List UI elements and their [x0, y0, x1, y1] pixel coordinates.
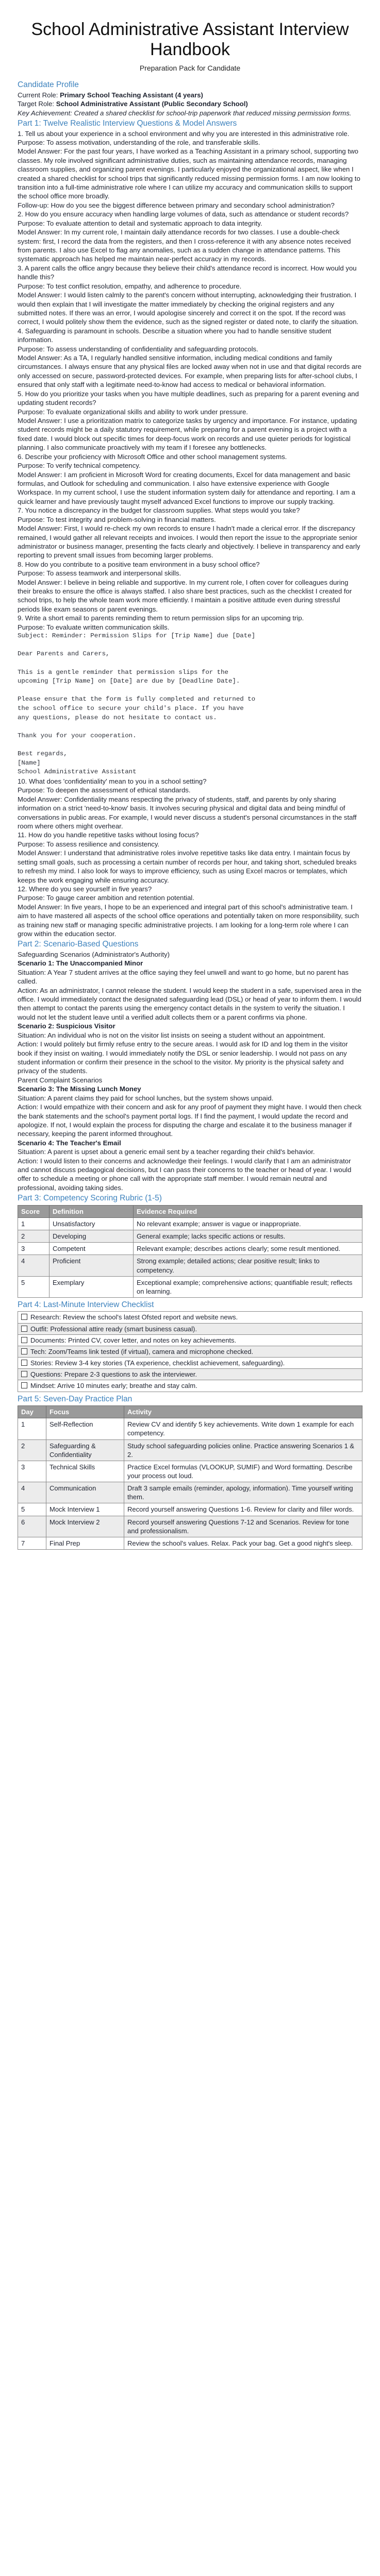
part3-header: Part 3: Competency Scoring Rubric (1-5): [18, 1194, 162, 1203]
scenario1-situation: [18, 968, 362, 986]
rubric-definition: Developing: [49, 1230, 134, 1243]
plan-activity: Draft 3 sample emails (reminder, apology, information). Time yourself writing them.: [124, 1482, 362, 1503]
part4-header: Part 4: Last-Minute Interview Checklist: [18, 1300, 154, 1310]
scenario2-situation-text: An individual who is not on the visitor list insists on seeing a student without an appointment.: [47, 1031, 325, 1039]
answer-label: Model Answer:: [18, 417, 62, 425]
checklist-item[interactable]: [18, 1380, 362, 1392]
practice-plan-table: [18, 1405, 362, 1550]
q9-question: 9. Write a short email to parents reminding them to return permission slips for an upcoming trip.: [18, 614, 304, 622]
plan-day: 7: [18, 1537, 46, 1549]
page-title: School Administrative Assistant Interview Handbook: [31, 20, 349, 60]
plan-activity: Study school safeguarding policies online. Practice answering Scenarios 1 & 2.: [124, 1439, 362, 1461]
answer-label: Model Answer:: [18, 228, 62, 236]
q2-answer: [18, 228, 362, 264]
plan-focus: Self-Reflection: [46, 1418, 124, 1439]
q10-question: 10. What does 'confidentiality' mean to you in a school setting?: [18, 777, 207, 785]
q7-purpose: [18, 515, 362, 524]
plan-activity: Practice Excel formulas (VLOOKUP, SUMIF) and Word formatting. Describe your process out loud.: [124, 1461, 362, 1482]
target-role-value: School Administrative Assistant (Public Secondary School): [56, 100, 248, 108]
checklist-label: Outfit:: [30, 1325, 48, 1333]
checklist-text: Printed CV, cover letter, and notes on key achievements.: [68, 1336, 237, 1344]
q3-purpose-text: To test conflict resolution, empathy, and adherence to procedure.: [46, 282, 242, 290]
key-achievement-label: Key Achievement:: [18, 109, 72, 117]
q6-answer: [18, 470, 362, 506]
scenario4-action-text: I would listen to their concerns and acknowledge their feelings. I would clarify that I am an administrator and cannot discuss pedagogical decisions, but I can pass their concerns to the teacher or head of year. I would offer to schedule a meeting or phone call with the appropriate staff member. I would remain neutral and professional, avoiding taking sides.: [18, 1157, 352, 1192]
q12-purpose-text: To gauge career ambition and retention potential.: [46, 894, 194, 902]
plan-focus: Communication: [46, 1482, 124, 1503]
q5-answer: [18, 416, 362, 452]
q6-purpose: [18, 461, 362, 470]
q3-answer-text: I would listen calmly to the parent's concern without interrupting, acknowledging their frustration. I would then explain that I will investigate the matter immediately by checking the original registers and any submitted notes. If there was an error, I would apologise sincerely and correct it on the spot. If the record was correct, I would politely show them the evidence, such as the signed register or dated note, to clarify the situation.: [18, 291, 359, 326]
checklist-text: Review the school's latest Ofsted report and website news.: [62, 1313, 238, 1321]
action-label: Action:: [18, 1040, 39, 1048]
answer-label: Model Answer:: [18, 795, 62, 803]
table-row: [18, 1230, 362, 1243]
action-label: Action:: [18, 986, 39, 994]
q12-question: 12. Where do you see yourself in five years?: [18, 885, 152, 893]
part5-header: Part 5: Seven-Day Practice Plan: [18, 1394, 133, 1403]
checklist-item[interactable]: [18, 1323, 362, 1334]
interview-checklist: [18, 1311, 362, 1392]
scenario3-title: Scenario 3: The Missing Lunch Money: [18, 1085, 141, 1093]
checklist-item[interactable]: [18, 1358, 362, 1369]
answer-label: Model Answer:: [18, 849, 62, 857]
candidate-profile-header: Candidate Profile: [18, 80, 79, 90]
plan-col-focus: Focus: [46, 1406, 124, 1418]
q10-purpose: [18, 786, 362, 794]
rubric-col-evidence: Evidence Required: [134, 1205, 362, 1217]
q3-answer: [18, 291, 362, 327]
table-row: [18, 1276, 362, 1297]
q10-purpose-text: To deepen the assessment of ethical standards.: [46, 786, 191, 794]
checkbox[interactable]: [21, 1371, 27, 1377]
checklist-text: Prepare 2-3 questions to ask the interviewer.: [64, 1370, 197, 1379]
rubric-col-definition: Definition: [49, 1205, 134, 1217]
checkbox[interactable]: [21, 1348, 27, 1354]
checklist-item[interactable]: [18, 1312, 362, 1323]
part2-header: Part 2: Scenario-Based Questions: [18, 940, 139, 949]
q8-answer-text: I believe in being reliable and supportive. In my current role, I often cover for colleagues during their breaks to ensure the office is always staffed. I also share best practices, such as the checklist I created for school trips, to help the whole team work more efficiently. I maintain a positive attitude even during stressful periods like exam seasons or parent evenings.: [18, 578, 352, 613]
scenario4-action: [18, 1157, 362, 1193]
q4-question: 4. Safeguarding is paramount in schools. Describe a situation where you had to handle sensitive student information.: [18, 327, 332, 344]
checkbox[interactable]: [21, 1382, 27, 1388]
q4-purpose: [18, 345, 362, 353]
q3-purpose: [18, 282, 362, 291]
q4-answer-text: As a TA, I regularly handled sensitive information, including medical conditions and family circumstances. I always ensure that any physical files are locked away when not in use and that digital records are only accessed on secure, password-protected devices. For example, when preparing lists for after-school clubs, I ensured that only staff with a legitimate need-to-know had access to medical or behavioral information.: [18, 354, 362, 389]
scenario3-action: [18, 1103, 362, 1139]
purpose-label: Purpose:: [18, 219, 45, 227]
action-label: Action:: [18, 1157, 39, 1165]
purpose-label: Purpose:: [18, 282, 45, 290]
scenario1-title: Scenario 1: The Unaccompanied Minor: [18, 959, 143, 968]
plan-focus: Mock Interview 1: [46, 1503, 124, 1516]
answer-label: Model Answer:: [18, 470, 62, 479]
purpose-label: Purpose:: [18, 840, 45, 848]
q7-question: 7. You notice a discrepancy in the budget for classroom supplies. What steps would you take?: [18, 506, 300, 515]
rubric-evidence: Exceptional example; comprehensive actions; quantifiable result; reflects on learning.: [134, 1276, 362, 1297]
q6-purpose-text: To verify technical competency.: [46, 462, 141, 470]
plan-col-activity: Activity: [124, 1406, 362, 1418]
answer-label: Model Answer:: [18, 147, 62, 156]
purpose-label: Purpose:: [18, 515, 45, 523]
checklist-text: Arrive 10 minutes early; breathe and stay calm.: [57, 1382, 197, 1390]
rubric-score: 5: [18, 1276, 49, 1297]
part1-header: Part 1: Twelve Realistic Interview Questions & Model Answers: [18, 119, 237, 128]
q4-purpose-text: To assess understanding of confidentiality and safeguarding protocols.: [46, 345, 258, 353]
rubric-score: 1: [18, 1217, 49, 1230]
q9-purpose: [18, 623, 362, 632]
q8-question: 8. How do you contribute to a positive team environment in a busy school office?: [18, 560, 260, 568]
rubric-evidence: Relevant example; describes actions clearly; some result mentioned.: [134, 1243, 362, 1255]
q11-answer-text: I understand that administrative roles involve repetitive tasks like data entry. I maintain focus by setting small goals, such as processing a certain number of records per hour, and taking short, scheduled breaks to refresh my mind. I also look for ways to improve efficiency, such as using Excel macros or templates, which keeps the work engaging while ensuring accuracy.: [18, 849, 357, 884]
q5-answer-text: I use a prioritization matrix to categorize tasks by urgency and importance. For instance, updating student records might be a daily statutory requirement, while preparing for a parent evening is a project with a fixed date. I would block out specific times for deep-focus work on records and use quieter periods for logistical planning. I also communicate proactively with my team if I foresee any bottlenecks.: [18, 417, 357, 452]
q11-purpose: [18, 840, 362, 849]
plan-day: 1: [18, 1418, 46, 1439]
q9-email-sample: Subject: Reminder: Permission Slips for [Trip Name] due [Date] Dear Parents and Carers, This is a gentle reminder that permission slips for the upcoming [Trip Name] on [Date] are due by [Deadline Date]. Please ensure that the form is fully completed and returned to the school office to secure your child's place. If you have any questions, please do not hesitate to contact us. Thank you for your cooperation. Best regards, [Name] School Administrative Assistant: [18, 632, 256, 776]
rubric-score: 2: [18, 1230, 49, 1243]
situation-label: Situation:: [18, 1031, 46, 1039]
q8-answer: [18, 578, 362, 614]
plan-activity: Review CV and identify 5 key achievements. Write down 1 example for each competency.: [124, 1418, 362, 1439]
q2-purpose: [18, 219, 362, 228]
action-label: Action:: [18, 1103, 39, 1111]
plan-focus: Technical Skills: [46, 1461, 124, 1482]
plan-focus: Final Prep: [46, 1537, 124, 1549]
current-role-value: Primary School Teaching Assistant (4 years): [60, 91, 203, 99]
checkbox[interactable]: [21, 1337, 27, 1343]
answer-label: Model Answer:: [18, 524, 62, 533]
q1-purpose: [18, 138, 362, 147]
answer-label: Model Answer:: [18, 354, 62, 362]
plan-focus: Mock Interview 2: [46, 1516, 124, 1537]
scenario1-action-text: As an administrator, I cannot release the student. I would keep the student in a safe, supervised area in the office. I would immediately contact the designated safeguarding lead (DSL) or head of year to inform them. I would then attempt to contact the parents using the emergency contact details in the system to verify the situation. I would not let the student leave until a verified adult collects them or a parent confirms via phone.: [18, 986, 362, 1021]
scenario2-title: Scenario 2: Suspicious Visitor: [18, 1022, 115, 1030]
table-row: [18, 1461, 362, 1482]
rubric-score: 3: [18, 1243, 49, 1255]
purpose-label: Purpose:: [18, 345, 45, 353]
answer-label: Model Answer:: [18, 903, 62, 911]
table-row: [18, 1243, 362, 1255]
page-subtitle: Preparation Pack for Candidate: [139, 63, 241, 72]
scenario4-title: Scenario 4: The Teacher's Email: [18, 1139, 121, 1147]
plan-day: 2: [18, 1439, 46, 1461]
rubric-table: [18, 1205, 362, 1298]
checklist-item[interactable]: [18, 1346, 362, 1357]
checklist-label: Research:: [30, 1313, 61, 1321]
scenario3-situation-text: A parent claims they paid for school lunches, but the system shows unpaid.: [47, 1094, 274, 1102]
q11-answer: [18, 849, 362, 885]
checklist-label: Mindset:: [30, 1382, 56, 1390]
table-row: [18, 1482, 362, 1503]
q9-purpose-text: To evaluate written communication skills.: [46, 623, 170, 631]
q6-question: 6. Describe your proficiency with Microsoft Office and other school management systems.: [18, 452, 287, 461]
table-row: [18, 1217, 362, 1230]
checklist-label: Questions:: [30, 1370, 63, 1379]
plan-day: 6: [18, 1516, 46, 1537]
checklist-text: Professional attire ready (smart business casual).: [50, 1325, 197, 1333]
parent-complaint-category: Parent Complaint Scenarios: [18, 1076, 103, 1084]
scenario4-situation: [18, 1147, 362, 1156]
situation-label: Situation:: [18, 968, 46, 976]
q12-purpose: [18, 893, 362, 902]
table-row: [18, 1537, 362, 1549]
checklist-label: Tech:: [30, 1347, 47, 1355]
scenario3-action-text: I would empathize with their concern and ask for any proof of payment they might have. I would then check the bank statements and the school's payment portal logs. If I find the payment, I would update the record and apologize. If not, I would explain the process for disputing the charge and escalate it to the business manager if necessary, keeping the parent informed throughout.: [18, 1103, 362, 1138]
q5-question: 5. How do you prioritize your tasks when you have multiple deadlines, such as preparing for a parent evening and updating student records?: [18, 389, 359, 407]
plan-header-row: [18, 1406, 362, 1418]
rubric-definition: Competent: [49, 1243, 134, 1255]
q1-followup-text: How do you see the biggest difference between primary and secondary school administration?: [51, 201, 335, 209]
scenario2-situation: [18, 1031, 362, 1040]
q1-answer-text: For the past four years, I have worked as a Teaching Assistant in a primary school, supporting two classes. My role involved significant administrative duties, such as maintaining attendance records, managing classroom supplies, and organizing parent evenings. I particularly enjoyed the organizational aspect, like when I created a shared checklist for school trips that significantly reduced missing permission forms. I am now looking to transition into a full-time administrative role where I can utilize my accuracy and communication skills to support the school office more broadly.: [18, 147, 360, 200]
q2-purpose-text: To evaluate attention to detail and systematic approach to data integrity.: [46, 219, 262, 227]
scenario2-action: [18, 1040, 362, 1076]
table-row: [18, 1503, 362, 1516]
followup-label: Follow-up:: [18, 201, 49, 209]
q6-answer-text: I am proficient in Microsoft Word for creating documents, Excel for data management and basic formulas, and Outlook for scheduling and communication. I also have extensive experience with Google Workspace. In my current school, I use the student information system daily for attendance and reporting. I am a quick learner and have previously taught myself advanced Excel functions to improve our supply tracking.: [18, 470, 356, 505]
rubric-evidence: No relevant example; answer is vague or inappropriate.: [134, 1217, 362, 1230]
q7-answer: [18, 524, 362, 560]
plan-activity: Record yourself answering Questions 7-12 and Scenarios. Review for tone and professionalism.: [124, 1516, 362, 1537]
table-row: [18, 1255, 362, 1276]
rubric-evidence: General example; lacks specific actions or results.: [134, 1230, 362, 1243]
q1-answer: [18, 147, 362, 201]
checklist-text: Zoom/Teams link tested (if virtual), camera and microphone checked.: [48, 1347, 254, 1355]
purpose-label: Purpose:: [18, 894, 45, 902]
checklist-text: Review 3-4 key stories (TA experience, checklist achievement, safeguarding).: [55, 1359, 285, 1367]
q10-answer-text: Confidentiality means respecting the privacy of students, staff, and parents by only sharing information on a strict 'need-to-know' basis. It involves securing physical and digital data and being mindful of conversations in public areas. For example, I would never discuss a student's personal circumstances in the staff room where others might overhear.: [18, 795, 357, 830]
q5-purpose: [18, 408, 362, 416]
scenario1-situation-text: A Year 7 student arrives at the office saying they feel unwell and want to go home, but no parent has called.: [18, 968, 349, 986]
target-role-line: [18, 99, 362, 108]
current-role-line: [18, 91, 362, 99]
checklist-label: Stories:: [30, 1359, 54, 1367]
table-row: [18, 1439, 362, 1461]
checklist-item[interactable]: [18, 1369, 362, 1380]
plan-day: 3: [18, 1461, 46, 1482]
rubric-definition: Unsatisfactory: [49, 1217, 134, 1230]
q7-purpose-text: To test integrity and problem-solving in financial matters.: [46, 515, 216, 523]
purpose-label: Purpose:: [18, 786, 45, 794]
safeguarding-category: Safeguarding Scenarios (Administrator's Authority): [18, 950, 170, 958]
scenario3-situation: [18, 1094, 362, 1103]
purpose-label: Purpose:: [18, 462, 45, 470]
purpose-label: Purpose:: [18, 623, 45, 631]
checkbox[interactable]: [21, 1314, 27, 1320]
answer-label: Model Answer:: [18, 291, 62, 299]
table-row: [18, 1516, 362, 1537]
checklist-item[interactable]: [18, 1334, 362, 1346]
plan-day: 5: [18, 1503, 46, 1516]
q2-question: 2. How do you ensure accuracy when handling large volumes of data, such as attendance or student records?: [18, 210, 349, 218]
q11-question: 11. How do you handle repetitive tasks without losing focus?: [18, 831, 199, 839]
rubric-score: 4: [18, 1255, 49, 1276]
plan-col-day: Day: [18, 1406, 46, 1418]
checklist-label: Documents:: [30, 1336, 67, 1344]
plan-activity: Review the school's values. Relax. Pack your bag. Get a good night's sleep.: [124, 1537, 362, 1549]
key-achievement-line: [18, 109, 362, 117]
purpose-label: Purpose:: [18, 138, 45, 146]
q10-answer: [18, 795, 362, 831]
rubric-header-row: [18, 1205, 362, 1217]
key-achievement-value: Created a shared checklist for school-trip paperwork that reduced missing permission forms.: [74, 109, 352, 117]
rubric-definition: Exemplary: [49, 1276, 134, 1297]
table-row: [18, 1418, 362, 1439]
checkbox[interactable]: [21, 1360, 27, 1366]
rubric-evidence: Strong example; detailed actions; clear positive result; links to competency.: [134, 1255, 362, 1276]
current-role-label: Current Role:: [18, 91, 58, 99]
answer-label: Model Answer:: [18, 578, 62, 586]
q1-purpose-text: To assess motivation, understanding of the role, and transferable skills.: [46, 138, 260, 146]
q4-answer: [18, 353, 362, 389]
checkbox[interactable]: [21, 1326, 27, 1332]
q8-purpose-text: To assess teamwork and interpersonal skills.: [46, 569, 181, 578]
q11-purpose-text: To assess resilience and consistency.: [46, 840, 160, 848]
q8-purpose: [18, 569, 362, 578]
q3-question: 3. A parent calls the office angry because they believe their child's attendance record is incorrect. How would you handle this?: [18, 264, 357, 281]
q5-purpose-text: To evaluate organizational skills and ability to work under pressure.: [46, 408, 248, 416]
target-role-label: Target Role:: [18, 100, 55, 108]
purpose-label: Purpose:: [18, 569, 45, 578]
rubric-definition: Proficient: [49, 1255, 134, 1276]
q12-answer: [18, 903, 362, 939]
scenario1-action: [18, 986, 362, 1022]
purpose-label: Purpose:: [18, 408, 45, 416]
situation-label: Situation:: [18, 1094, 46, 1102]
plan-focus: Safeguarding & Confidentiality: [46, 1439, 124, 1461]
plan-day: 4: [18, 1482, 46, 1503]
q1-question: 1. Tell us about your experience in a school environment and why you are interested in this administrative role.: [18, 129, 350, 138]
situation-label: Situation:: [18, 1148, 46, 1156]
scenario4-situation-text: A parent is upset about a generic email sent by a teacher regarding their child's behavior.: [47, 1148, 315, 1156]
q12-answer-text: In five years, I hope to be an experienced and integral part of this school's administrative team. I aim to have mastered all aspects of the school office operations and potentially taken on more responsibility, such as training new staff or managing specific administrative projects. I am looking for a long-term role where I can grow within the education sector.: [18, 903, 359, 938]
plan-activity: Record yourself answering Questions 1-6. Review for clarity and filler words.: [124, 1503, 362, 1516]
q7-answer-text: First, I would re-check my own records to ensure I hadn't made a clerical error. If the discrepancy remained, I would gather all relevant receipts and invoices. I would then report the issue to the appropriate senior administrator or business manager, presenting the facts clearly and objectively. I believe in transparency and early reporting to prevent small issues from becoming larger problems.: [18, 524, 360, 560]
q1-followup: [18, 201, 362, 210]
rubric-col-score: Score: [18, 1205, 49, 1217]
q2-answer-text: In my current role, I maintain daily attendance records for two classes. I use a double-check system: first, I record the data from the registers, and then I cross-reference it with any absence notes received from parents. I also use Excel to flag any anomalies, such as a sudden change in attendance patterns. This systematic approach has helped me maintain near-perfect accuracy in my records.: [18, 228, 351, 263]
scenario2-action-text: I would politely but firmly refuse entry to the secure areas. I would ask for ID and log them in the visitor book if they insist on waiting. I would immediately notify the DSL or senior leadership. I would not pass on any student information or confirm their presence in the school to the visitor. My priority is the physical safety and privacy of the students.: [18, 1040, 348, 1075]
